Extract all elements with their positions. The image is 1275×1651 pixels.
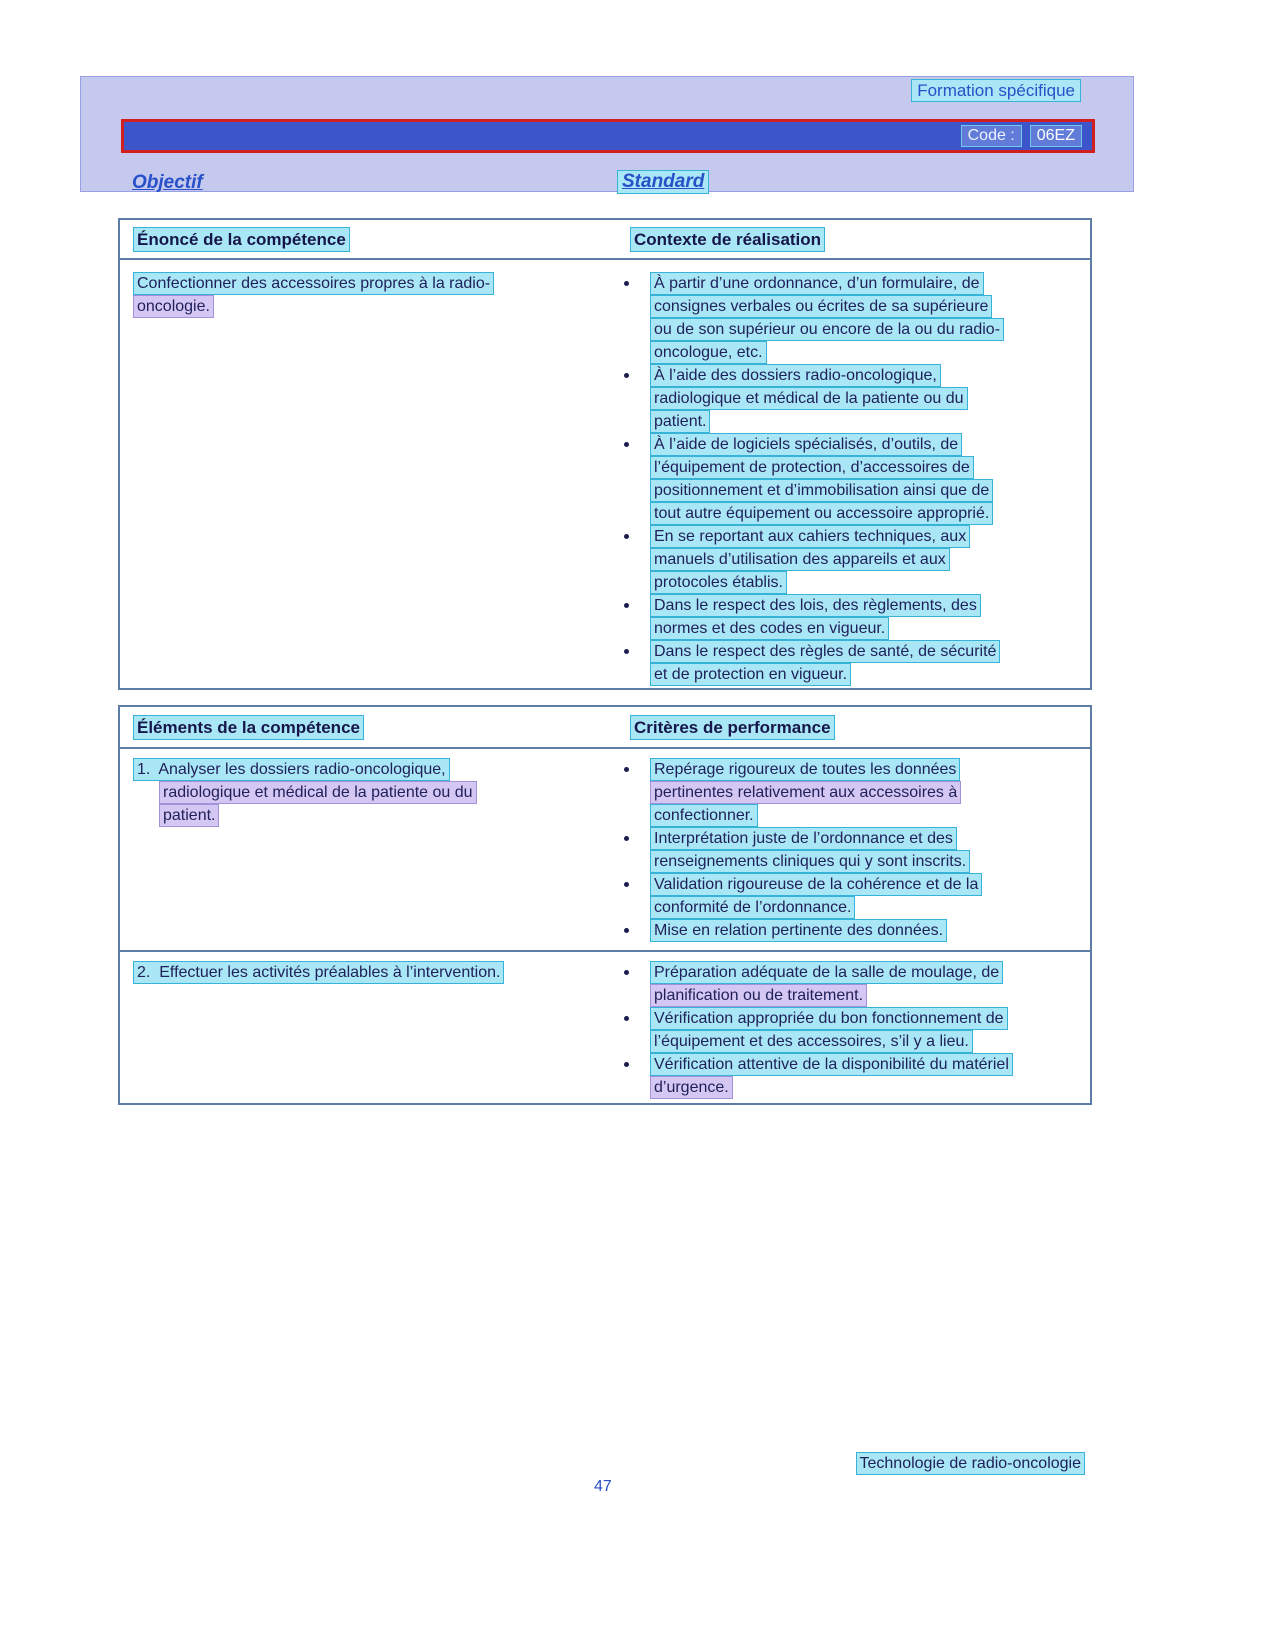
text-line: normes et des codes en vigueur.: [650, 617, 889, 640]
text-line: renseignements cliniques qui y sont inscrits.: [650, 850, 970, 873]
bullet-text: [650, 364, 968, 433]
bullet-icon: [624, 827, 650, 873]
element-row: [120, 749, 1090, 952]
text-line: positionnement et d’immobilisation ainsi que de: [650, 479, 993, 502]
text-line: patient.: [159, 804, 219, 827]
bullet-icon: [624, 364, 650, 433]
bullet-icon: [624, 873, 650, 919]
bullet-text: [650, 827, 970, 873]
bullet-icon: [624, 758, 650, 827]
bullet-text: [650, 758, 961, 827]
text-line: protocoles établis.: [650, 571, 787, 594]
header-criteres-cell: [617, 715, 1090, 740]
bullet-icon: [624, 919, 650, 942]
bullet-text: [650, 272, 1004, 364]
text-line: manuels d’utilisation des appareils et aux: [650, 548, 950, 571]
bullet-icon: [624, 640, 650, 686]
header-elements-cell: [120, 715, 617, 740]
header-contexte: Contexte de réalisation: [630, 227, 825, 252]
bullet-text: [650, 961, 1003, 1007]
bullet-item: [617, 758, 1090, 827]
header-banner: [80, 76, 1134, 192]
competence-table-header: [120, 220, 1090, 260]
text-line: Vérification appropriée du bon fonctionnement de: [650, 1007, 1008, 1030]
text-line: Dans le respect des règles de santé, de sécurité: [650, 640, 1000, 663]
text-line: À partir d’une ordonnance, d’un formulaire, de: [650, 272, 984, 295]
bullet-item: [617, 640, 1090, 686]
header-elements: Éléments de la compétence: [133, 715, 364, 740]
bullet-item: [617, 1053, 1090, 1099]
text-line: En se reportant aux cahiers techniques, aux: [650, 525, 970, 548]
bullet-text: [650, 873, 982, 919]
bullet-item: [617, 433, 1090, 525]
bullet-text: [650, 919, 947, 942]
formation-specifique-label: Formation spécifique: [911, 79, 1081, 102]
bullet-item: [617, 827, 1090, 873]
text-line: et de protection en vigueur.: [650, 663, 851, 686]
text-line: oncologie.: [133, 295, 214, 318]
bullet-icon: [624, 594, 650, 640]
header-criteres: Critères de performance: [630, 715, 835, 740]
text-line: tout autre équipement ou accessoire approprié.: [650, 502, 993, 525]
text-line: À l’aide de logiciels spécialisés, d’outils, de: [650, 433, 962, 456]
bullet-item: [617, 594, 1090, 640]
bullet-text: [650, 640, 1000, 686]
text-line: Préparation adéquate de la salle de moulage, de: [650, 961, 1003, 984]
text-line: ou de son supérieur ou encore de la ou du radio-: [650, 318, 1004, 341]
text-line: Repérage rigoureux de toutes les données: [650, 758, 960, 781]
context-cell: [617, 260, 1090, 686]
standard-label: Standard: [617, 170, 709, 194]
text-line: Interprétation juste de l’ordonnance et des: [650, 827, 957, 850]
text-line: À l’aide des dossiers radio-oncologique,: [650, 364, 941, 387]
text-line: confectionner.: [650, 804, 758, 827]
header-enonce-cell: [120, 227, 617, 252]
bullet-item: [617, 272, 1090, 364]
code-bar: [121, 119, 1095, 153]
text-line: d’urgence.: [650, 1076, 733, 1099]
code-value: 06EZ: [1030, 125, 1082, 147]
text-line: radiologique et médical de la patiente ou du: [650, 387, 968, 410]
text-line: 1. Analyser les dossiers radio-oncologique,: [133, 758, 450, 781]
criteria-cell: [617, 952, 1090, 1107]
bullet-icon: [624, 433, 650, 525]
criteria-cell: [617, 749, 1090, 950]
bullet-text: [650, 1007, 1008, 1053]
element-cell: [120, 952, 617, 992]
text-line: Confectionner des accessoires propres à la radio-: [133, 272, 494, 295]
text-line: planification ou de traitement.: [650, 984, 867, 1007]
bullet-icon: [624, 1007, 650, 1053]
bullet-icon: [624, 272, 650, 364]
element-cell: [120, 749, 617, 835]
bullet-text: [650, 525, 970, 594]
bullet-text: [650, 1053, 1013, 1099]
bullet-text: [650, 594, 981, 640]
text-line: l’équipement de protection, d’accessoires de: [650, 456, 974, 479]
bullet-item: [617, 961, 1090, 1007]
bullet-item: [617, 873, 1090, 919]
statement-cell: [120, 260, 617, 318]
text-line: 2. Effectuer les activités préalables à l’intervention.: [133, 961, 504, 984]
header-enonce: Énoncé de la compétence: [133, 227, 350, 252]
page-number: 47: [594, 1478, 612, 1495]
text-line: oncologue, etc.: [650, 341, 767, 364]
text-line: consignes verbales ou écrites de sa supérieure: [650, 295, 992, 318]
text-line: Dans le respect des lois, des règlements, des: [650, 594, 981, 617]
competence-table: [118, 218, 1092, 690]
bullet-text: [650, 433, 993, 525]
competence-table-body: [120, 260, 1090, 686]
text-line: Mise en relation pertinente des données.: [650, 919, 947, 942]
objectif-label: Objectif: [132, 172, 203, 193]
bullet-icon: [624, 1053, 650, 1099]
bullet-item: [617, 525, 1090, 594]
bullet-icon: [624, 961, 650, 1007]
bullet-item: [617, 919, 1090, 942]
bullet-item: [617, 1007, 1090, 1053]
text-line: conformité de l’ordonnance.: [650, 896, 855, 919]
footer-doc-label: Technologie de radio-oncologie: [856, 1452, 1086, 1475]
bullet-icon: [624, 525, 650, 594]
text-line: radiologique et médical de la patiente ou du: [159, 781, 477, 804]
elements-table: [118, 705, 1092, 1105]
text-line: Validation rigoureuse de la cohérence et de la: [650, 873, 982, 896]
bullet-item: [617, 364, 1090, 433]
code-label: Code :: [961, 125, 1022, 147]
text-line: pertinentes relativement aux accessoires à: [650, 781, 961, 804]
header-contexte-cell: [617, 227, 1090, 252]
text-line: l’équipement et des accessoires, s’il y a lieu.: [650, 1030, 973, 1053]
text-line: patient.: [650, 410, 710, 433]
text-line: Vérification attentive de la disponibilité du matériel: [650, 1053, 1013, 1076]
elements-table-header: [120, 707, 1090, 749]
element-row: [120, 952, 1090, 1107]
